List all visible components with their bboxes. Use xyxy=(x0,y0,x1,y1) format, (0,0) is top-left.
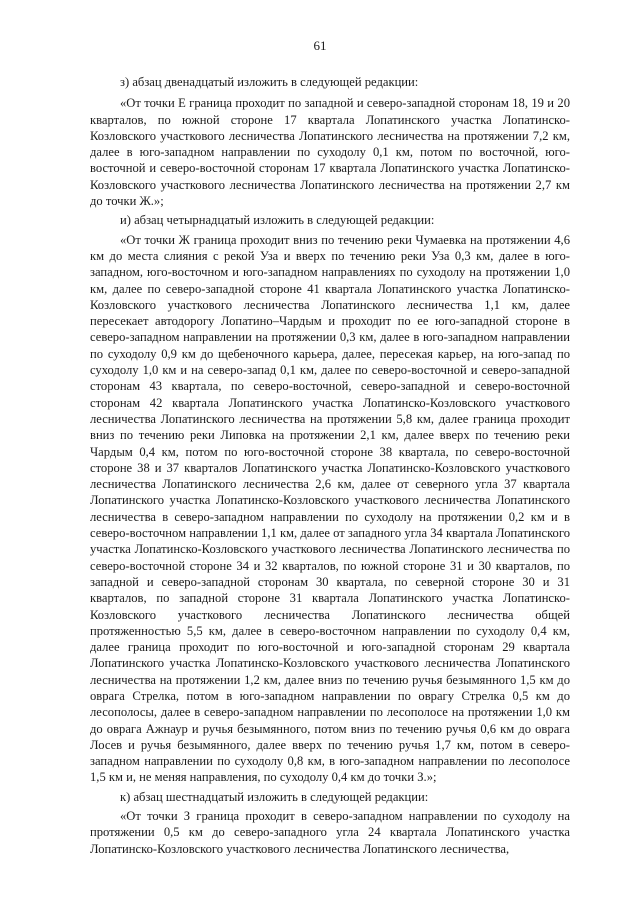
amendment-text-i: «От точки Ж граница проходит вниз по течению реки Чумаевка на протяжении 4,6 км до места слияния с рекой Уза и вверх по течению реки Уза 0,3 км, далее в юго-западном, юго-восточном и юго-западном направлениях по суходолу на протяжении 1,0 км, далее по северо-западной стороне 41 квартала Лопатинского участка Лопатинско-Козловского участкового лесничества Лопатинского лесничества 1,1 км, далее пересекает автодорогу Лопатино–Чардым и проходит по ее юго-западной стороне в северо-западном направлении на протяжении 0,3 км, далее в юго-западном направлении по суходолу 0,9 км до щебеночного карьера, далее, пересекая карьер, на юго-запад по суходолу 1,0 км и на северо-запад 0,1 км, далее по северо-восточной и северо-западной сторонам 43 квартала, по северо-восточной, северо-западной и северо-восточной сторонам 42 квартала Лопатинского участка Лопатинско-Козловского участкового лесничества Лопатинского лесничества на протяжении 5,8 км, далее граница проходит вниз по течению реки Липовка на протяжении 2,1 км, далее вверх по течению реки Чардым 0,4 км, потом по юго-восточной стороне 38 квартала, по северо-восточной стороне 38 и 37 кварталов Лопатинского участка Лопатинско-Козловского участкового лесничества Лопатинского лесничества 2,6 км, далее от северного угла 37 квартала Лопатинского участка Лопатинско-Козловского участкового лесничества Лопатинского лесничества в северо-западном направлении по суходолу на протяжении 0,2 км и в северо-восточном направлении 1,1 км, далее от западного угла 34 квартала Лопатинского участка Лопатинско-Козловского участкового лесничества Лопатинского лесничества по северо-восточной стороне 34 и 32 кварталов, по южной стороне 31 и 30 кварталов, по западной и северо-западной сторонам 30 квартала, по северной стороне 30 и 31 кварталов, по западной стороне 31 квартала Лопатинского участка Лопатинско-Козловского участкового лесничества Лопатинского лесничества общей протяженностью 5,5 км, далее в северо-восточном направлении по суходолу 0,4 км, далее граница проходит по юго-восточной и юго-западной сторонам 29 квартала Лопатинского участка Лопатинско-Козловского участкового лесничества Лопатинского лесничества на протяжении 1,2 км, далее вниз по течению ручья безымянного 1,5 км до оврага Стрелка, потом в юго-западном направлении по оврагу Стрелка 0,5 км до лесополосы, далее в северо-западном направлении по лесополосе на протяжении 1,0 км до оврага Ажнаур и ручья безымянного, потом вниз по течению ручья 0,6 км до оврага Лосев и ручья безымянного, далее вверх по течению ручья 1,7 км, потом в северо-западном направлении по суходолу 0,8 км, в юго-западном направлении по лесополосе 1,5 км и, не меняя направления, по суходолу 0,4 км до точки З.»; xyxy=(90,232,570,785)
amendment-heading-i: и) абзац четырнадцатый изложить в следующей редакции: xyxy=(120,213,435,228)
amendment-heading-z: з) абзац двенадцатый изложить в следующей редакции: xyxy=(120,75,419,89)
amendment-text-z: «От точки Е граница проходит по западной и северо-западной сторонам 18, 19 и 20 кварталов, по южной стороне 17 квартала Лопатинского участка Лопатинско-Козловского участкового лесничества Лопатинского лесничества на протяжении 7,2 км, далее в юго-западном направлении по суходолу 0,1 км, потом по восточной, юго-восточной и северо-восточной сторонам 17 квартала Лопатинского участка Лопатинско-Козловского участкового лесничества Лопатинского лесничества на протяжении 2,7 км до точки Ж.»; xyxy=(90,96,570,209)
document-body xyxy=(90,74,570,857)
page-number: 61 xyxy=(313,38,327,53)
amendment-text-k: «От точки З граница проходит в северо-западном направлении по суходолу на протяжении 0,5 км до северо-западного угла 24 квартала Лопатинского участка Лопатинско-Козловского участкового лесничества Лопатинского лесничества, xyxy=(90,809,570,856)
amendment-heading-k: к) абзац шестнадцатый изложить в следующей редакции: xyxy=(120,789,429,804)
